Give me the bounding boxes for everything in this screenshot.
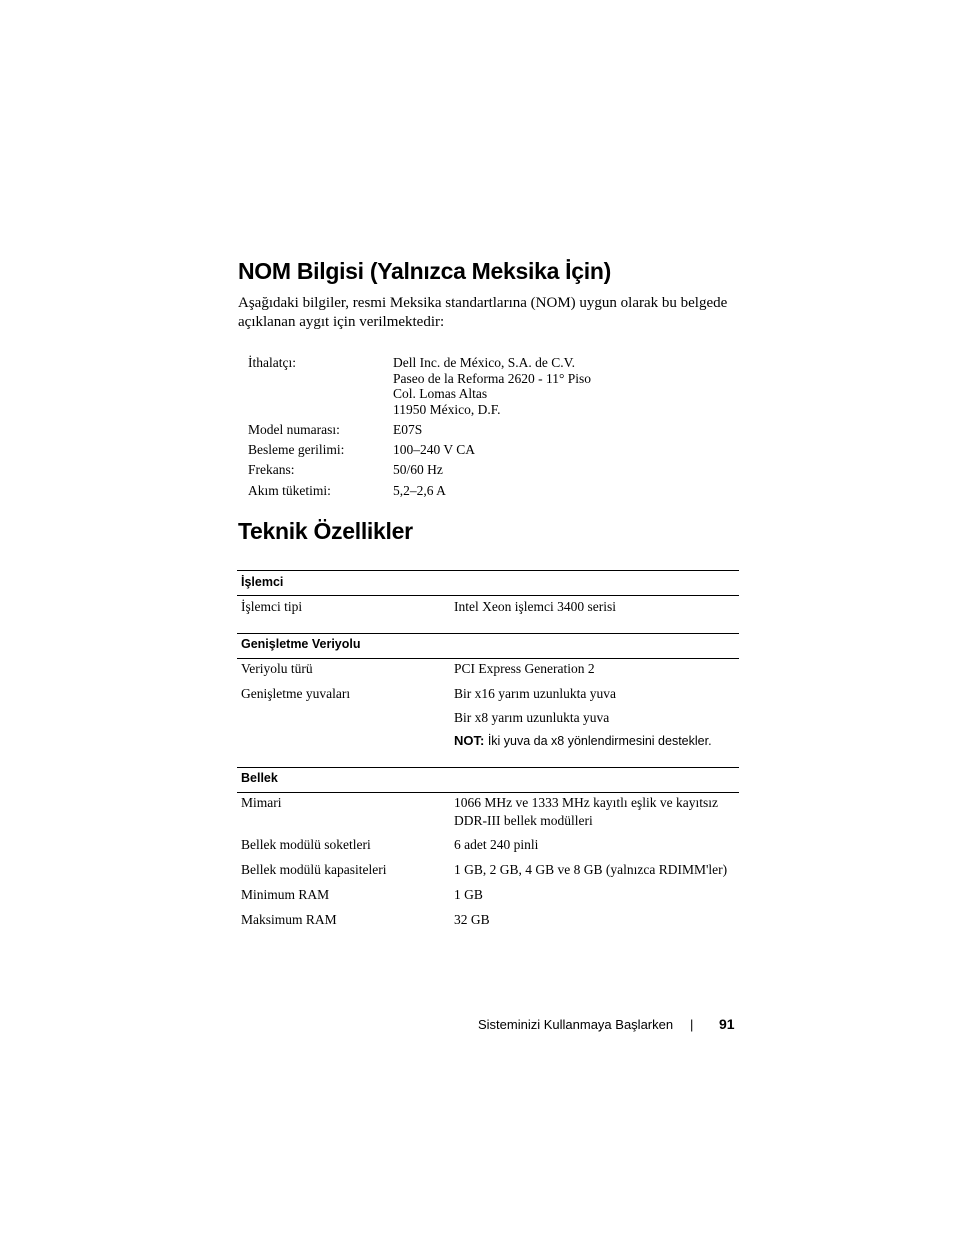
spec-value-memory-capacities: 1 GB, 2 GB, 4 GB ve 8 GB (yalnızca RDIMM'ler) bbox=[454, 862, 728, 877]
nom-importer-line: Dell Inc. de México, S.A. de C.V. bbox=[393, 355, 575, 370]
spec-label-min-ram: Minimum RAM bbox=[241, 887, 330, 902]
spec-value-line: DDR-III bellek modülleri bbox=[454, 813, 593, 828]
spec-label-bus-type: Veriyolu türü bbox=[241, 661, 313, 676]
page-number: 91 bbox=[719, 1016, 735, 1032]
nom-label-voltage: Besleme gerilimi: bbox=[248, 442, 345, 457]
nom-importer-line: Col. Lomas Altas bbox=[393, 386, 488, 401]
spec-label-architecture: Mimari bbox=[241, 795, 282, 810]
spec-value-expansion-slot-x16: Bir x16 yarım uzunlukta yuva bbox=[454, 686, 616, 701]
nom-intro-paragraph: Aşağıdaki bilgiler, resmi Meksika standartlarına (NOM) uygun olarak bu belgede açıklanan aygıt için verilmektedir: bbox=[238, 295, 728, 330]
nom-label-model: Model numarası: bbox=[248, 422, 340, 437]
nom-value-frequency: 50/60 Hz bbox=[393, 462, 443, 477]
nom-label-frequency: Frekans: bbox=[248, 462, 295, 477]
spec-value-processor-type: Intel Xeon işlemci 3400 serisi bbox=[454, 599, 616, 614]
nom-label-current: Akım tüketimi: bbox=[248, 483, 331, 498]
section-bus-heading: Genişletme Veriyolu bbox=[241, 637, 361, 651]
section-header-rule bbox=[237, 595, 739, 596]
note-label: NOT: bbox=[454, 733, 485, 748]
section-top-rule bbox=[237, 570, 739, 571]
spec-value-line: 1066 MHz ve 1333 MHz kayıtlı eşlik ve kayıtsız bbox=[454, 795, 718, 810]
note-text: İki yuva da x8 yönlendirmesini destekler. bbox=[487, 734, 712, 748]
nom-value-model: E07S bbox=[393, 422, 423, 437]
section-processor-heading: İşlemci bbox=[241, 575, 284, 589]
spec-label-max-ram: Maksimum RAM bbox=[241, 912, 337, 927]
footer-separator: | bbox=[690, 1017, 694, 1032]
section-header-rule bbox=[237, 658, 739, 659]
nom-value-current: 5,2–2,6 A bbox=[393, 483, 446, 498]
section-memory-heading: Bellek bbox=[241, 771, 278, 785]
section-top-rule bbox=[237, 767, 739, 768]
specs-heading: Teknik Özellikler bbox=[238, 518, 413, 544]
spec-value-bus-type: PCI Express Generation 2 bbox=[454, 661, 595, 676]
nom-label-importer: İthalatçı: bbox=[248, 355, 296, 370]
nom-value-importer bbox=[393, 355, 591, 417]
nom-importer-line: Paseo de la Reforma 2620 - 11° Piso bbox=[393, 370, 591, 386]
nom-value-voltage: 100–240 V CA bbox=[393, 442, 476, 457]
note bbox=[454, 733, 712, 748]
spec-label-processor-type: İşlemci tipi bbox=[241, 599, 303, 614]
spec-value-min-ram: 1 GB bbox=[454, 887, 483, 902]
nom-heading: NOM Bilgisi (Yalnızca Meksika İçin) bbox=[238, 258, 611, 284]
spec-value-expansion-slot-x8: Bir x8 yarım uzunlukta yuva bbox=[454, 710, 610, 725]
spec-value-max-ram: 32 GB bbox=[454, 912, 490, 927]
spec-label-expansion-slots: Genişletme yuvaları bbox=[241, 686, 351, 701]
spec-label-memory-capacities: Bellek modülü kapasiteleri bbox=[241, 862, 387, 877]
section-top-rule bbox=[237, 633, 739, 634]
nom-importer-line: 11950 México, D.F. bbox=[393, 401, 501, 417]
footer-section-title: Sisteminizi Kullanmaya Başlarken bbox=[478, 1017, 674, 1032]
spec-value-architecture bbox=[454, 794, 718, 830]
section-header-rule bbox=[237, 792, 739, 793]
spec-label-memory-sockets: Bellek modülü soketleri bbox=[241, 837, 371, 852]
spec-value-memory-sockets: 6 adet 240 pinli bbox=[454, 837, 539, 852]
